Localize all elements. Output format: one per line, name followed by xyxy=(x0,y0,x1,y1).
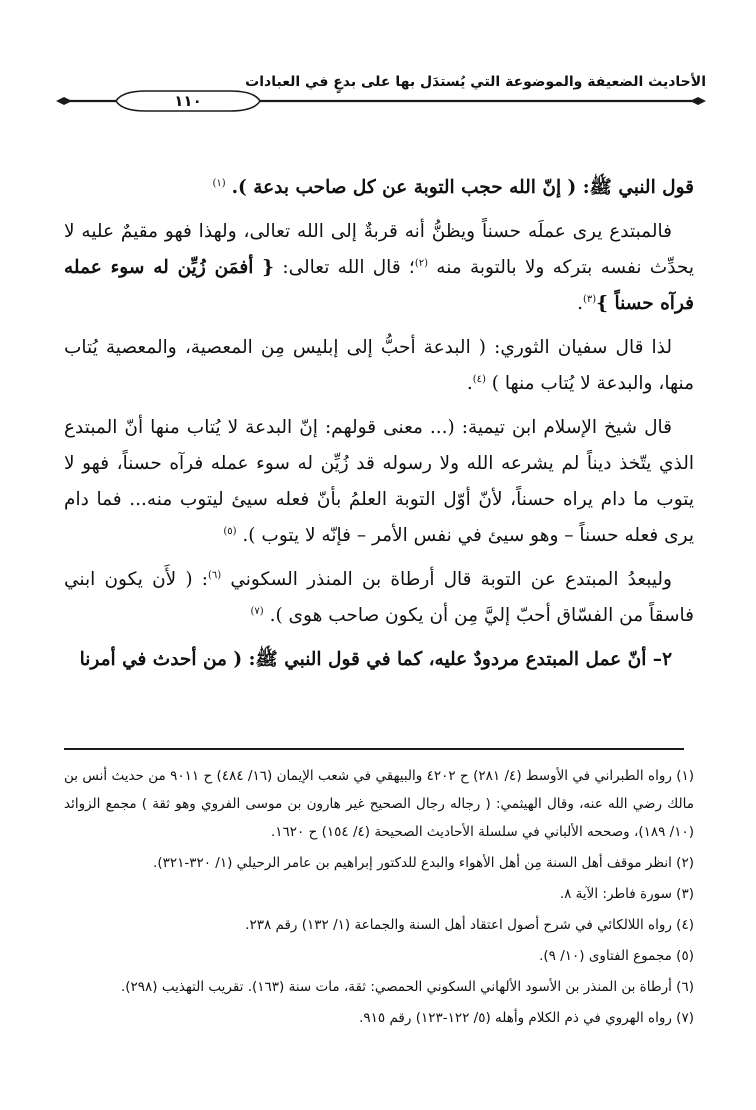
footnote-item: (٦) أرطاة بن المنذر بن الأسود الألهاني السكوني الحمصي: ثقة، مات سنة (١٦٣). تقريب التهذيب (٢٩٨). xyxy=(120,979,694,995)
main-text xyxy=(64,170,694,686)
footnote-item: (١) رواه الطبراني في الأوسط (٤/ ٢٨١) ح ٤٢٠٢ والبيهقي في شعب الإيمان (١٦/ ٤٨٤) ح ٩٠١١ من حديث أنس بن مالك رضي الله عنه، وقال الهيثمي: ( رجاله رجال الصحيح غير هارون بن موسى الفروي وهو ثقة ) مجمع الزوائد (١٠/ ١٨٩)، وصححه الألباني في سلسلة الأحاديث الصحيحة (٤/ ١٥٤) ح ١٦٢٠. xyxy=(64,768,695,840)
paragraph-6: ٢– أنّ عمل المبتدع مردودٌ عليه، كما في قول النبي ﷺ: ( من أحدث في أمرنا xyxy=(79,649,672,670)
footnote-item: (٢) انظر موقف أهل السنة مِن أهل الأهواء والبدع للدكتور إبراهيم بن عامر الرحيلي (١/ ٣٢٠-٣٢١). xyxy=(153,855,694,871)
paragraph-5: وليبعدُ المبتدع عن التوبة قال أرطاة بن المنذر السكوني $^{(٦)}$: ( لأَن يكون ابني فاسقاً من الفسّاق أحبّ إليَّ مِن أن يكون صاحب هوى ). $^{(٧)}$ xyxy=(64,569,694,626)
quran-quote: { أفمَن زُيِّن له سوء عمله فرآه حسناً } xyxy=(64,257,694,314)
footnote-item: (٥) مجموع الفتاوى (١٠/ ٩). xyxy=(539,948,694,964)
footnote-item: (٤) رواه اللالكائي في شرح أصول اعتقاد أهل السنة والجماعة (١/ ١٣٢) رقم ٢٣٨. xyxy=(245,917,694,933)
running-title: الأحاديث الضعيفة والموضوعة التي يُستدَل بها على بدعٍ في العبادات xyxy=(245,74,706,90)
page-number: ١١٠ xyxy=(174,92,202,110)
paragraph-3: لذا قال سفيان الثوري: ( البدعة أحبُّ إلى إبليس مِن المعصية، والمعصية يُتاب منها، والبدعة لا يُتاب منها ) $^{(٤)}$. xyxy=(64,337,694,394)
paragraph-2: فالمبتدع يرى عملَه حسناً ويظنُّ أنه قربةٌ إلى الله تعالى، ولهذا فهو مقيمٌ عليه لا يحدِّث نفسه بتركه ولا بالتوبة منه $^{(٢)}$؛ قال الله تعالى: { أفمَن زُيِّن له سوء عمله فرآه حسناً }$^{(٣)}$. xyxy=(64,221,694,314)
footnote-item: (٣) سورة فاطر: الآية ٨. xyxy=(559,886,694,902)
footnote-item: (٧) رواه الهروي في ذم الكلام وأهله (٥/ ١٢٢-١٢٣) رقم ٩١٥. xyxy=(359,1010,694,1026)
page-header xyxy=(56,74,706,124)
footnotes xyxy=(64,762,694,1032)
paragraph-4: قال شيخ الإسلام ابن تيمية: (... معنى قولهم: إنّ البدعة لا يُتاب منها أنّ المبتدع الذي يتّخذ ديناً لم يشرعه الله ولا رسوله قد زُيِّن له سوء عمله فرآه حسناً، فهو لا يتوب ما دام يراه حسناً، لأنّ أوّل التوبة العلمُ بأنّ فعله سيئ ليتوب منه... فما دام يرى فعله حسناً – وهو سيئ في نفس الأمر – فإنّه لا يتوب ). $^{(٥)}$ xyxy=(64,417,694,546)
paragraph-1: قول النبي ﷺ: ( إنّ الله حجب التوبة عن كل صاحب بدعة ). $^{(١)}$ xyxy=(212,177,694,198)
footnote-separator xyxy=(64,748,684,750)
